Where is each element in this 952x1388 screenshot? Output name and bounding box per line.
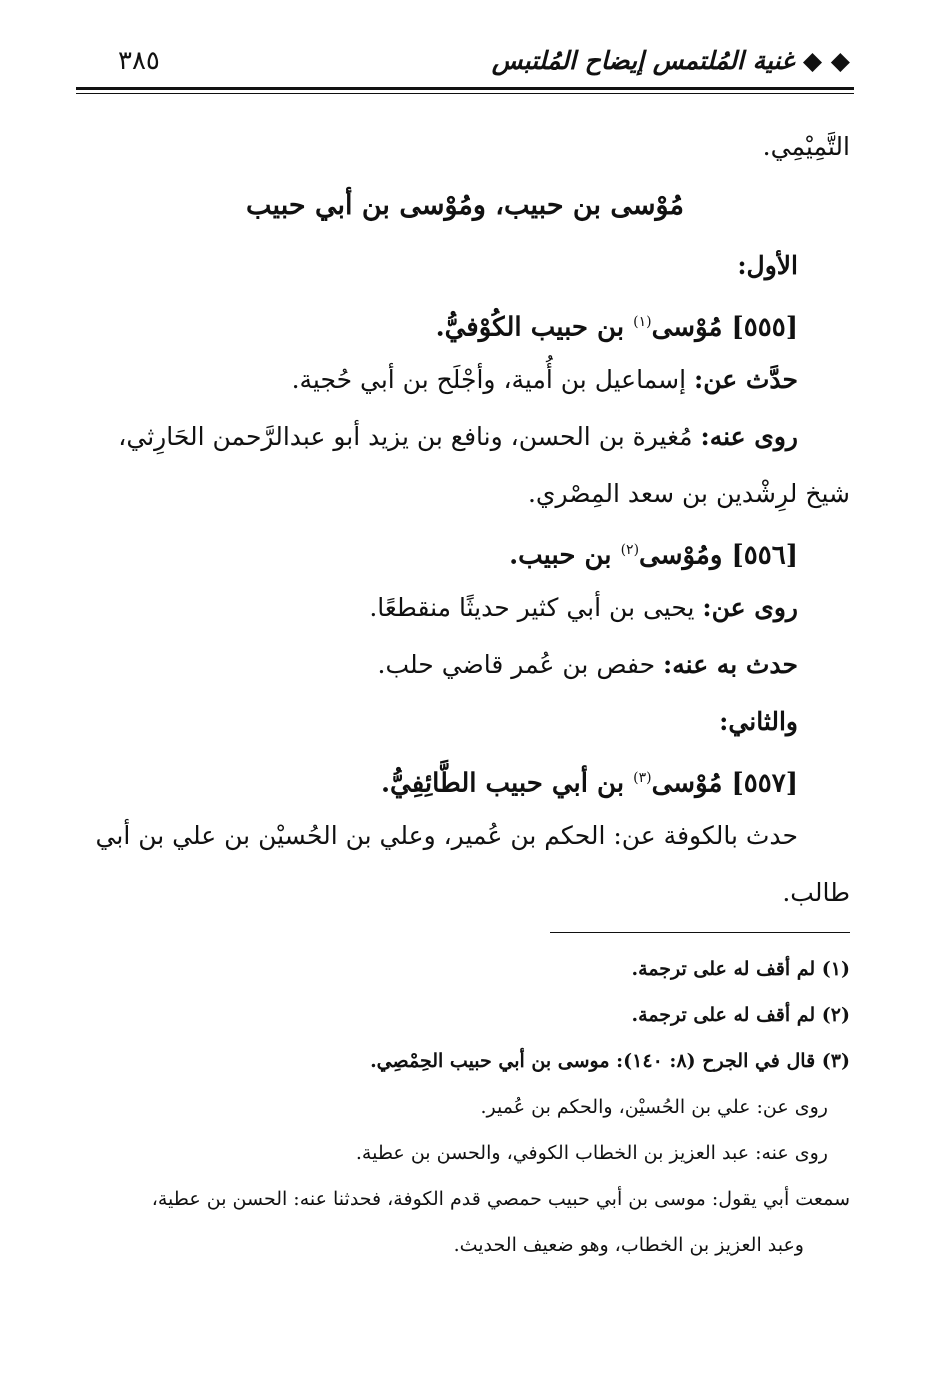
entry-555-haddath-an (80, 351, 850, 408)
entry-556-tail: بن حبيب. (509, 540, 621, 571)
haddath-bihi-label: حدث به عنه: (663, 650, 798, 679)
footnote-separator (550, 932, 850, 933)
first-label: الأول: (737, 251, 798, 280)
entry-557-tail: بن أبي حبيب الطَّائِفِيُّ. (380, 768, 634, 799)
entry-557-name: [٥٥٧] مُوْسى (651, 768, 798, 799)
entry-555-heading (80, 294, 850, 351)
entry-557-heading (80, 750, 850, 807)
rawa-an-text: يحيى بن أبي كثير حديثًا منقطعًا. (369, 593, 703, 622)
entry-556-rawa-an (80, 579, 850, 636)
entry-556-name: [٥٥٦] ومُوْسى (639, 540, 798, 571)
header-rule-thin (76, 93, 854, 94)
second-label: والثاني: (719, 707, 798, 736)
page-number: ٣٨٥ (118, 46, 160, 76)
page-header (82, 46, 850, 82)
haddath-an-text: إسماعيل بن أُمية، وأجْلَح بن أبي حُجية. (291, 365, 694, 394)
footnote-2: (٢) لم أقف له على ترجمة. (631, 1004, 850, 1026)
footnote-3-rawa-an: روى عن: علي بن الحُسيْن، والحكم بن عُمير. (480, 1096, 828, 1118)
footnote-3-samiat-continuation: وعبد العزيز بن الخطاب، وهو ضعيف الحديث. (453, 1234, 804, 1256)
footnote-ref-3: (٣) (633, 770, 652, 786)
kufa-continuation: طالب. (782, 878, 850, 907)
kufa-text: حدث بالكوفة عن: الحكم بن عُمير، وعلي بن الحُسيْن بن علي بن أبي (95, 821, 798, 850)
footnotes (80, 946, 850, 1268)
footnote-3-samiat-text: سمعت أبي يقول: موسى بن أبي حبيب حمصي قدم الكوفة، فحدثنا عنه: الحسن بن عطية، (151, 1188, 850, 1210)
entry-555-rawa-anhu (80, 408, 850, 522)
haddath-an-label: حدَّث عن: (694, 365, 798, 394)
main-text (80, 118, 850, 921)
rawa-an-label: روى عن: (702, 593, 798, 622)
section-heading: مُوْسى بن حبيب، ومُوْسى بن أبي حبيب (246, 190, 684, 221)
rawa-anhu-text: مُغيرة بن الحسن، ونافع بن يزيد أبو عبدالرَّحمن الحَارِثي، (118, 422, 701, 451)
footnote-3-rawa-anhu: روى عنه: عبد العزيز بن الخطاب الكوفي، والحسن بن عطية. (355, 1142, 828, 1164)
rawa-anhu-label: روى عنه: (700, 422, 798, 451)
entry-555-tail: بن حبيب الكُوْفيُّ. (435, 312, 634, 343)
footnote-ref-2: (٢) (620, 542, 640, 558)
rawa-anhu-continuation: شيخ لرِشْدين بن سعد المِصْري. (527, 479, 850, 508)
footnote-1: (١) لم أقف له على ترجمة. (631, 958, 850, 980)
haddath-bihi-text: حفص بن عُمر قاضي حلب. (377, 650, 664, 679)
footnote-3: (٣) قال في الجرح (٨: ١٤٠): موسى بن أبي حبيب الحِمْصِي. (370, 1050, 850, 1072)
entry-556-haddath-bihi (80, 636, 850, 693)
header-rule (76, 87, 854, 90)
entry-556-heading (80, 522, 850, 579)
running-title: ◆ ◆ غنية المُلتمس إيضاح المُلتبس (491, 46, 850, 75)
continuation-line: التَّمِيْمِي. (762, 132, 850, 161)
entry-555-name: [٥٥٥] مُوْسى (651, 312, 798, 343)
footnote-ref-1: (١) (633, 314, 652, 330)
footnote-3-samiat (80, 1176, 850, 1268)
entry-557-kufa (80, 807, 850, 921)
